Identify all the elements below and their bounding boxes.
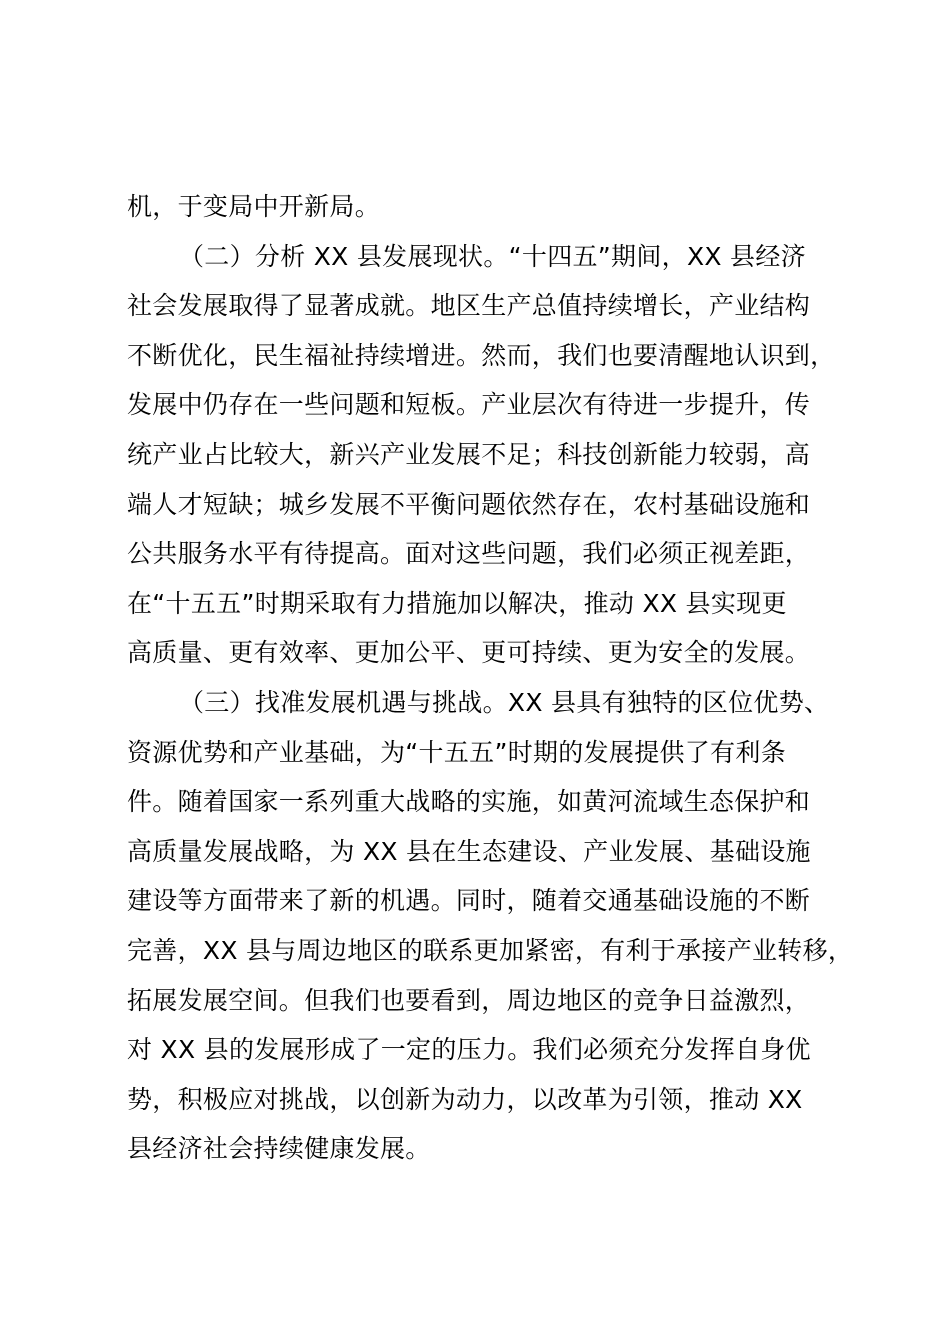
text-line: 高质量发展战略，为 XX 县在生态建设、产业发展、基础设施 (127, 836, 811, 866)
text-line: 拓展发展空间。但我们也要看到，周边地区的竞争日益激烈， (127, 985, 811, 1015)
text-line: 在“十五五”时期采取有力措施加以解决，推动 XX 县实现更 (127, 588, 787, 618)
text-line-paragraph-3-start: （三）找准发展机遇与挑战。XX 县具有独特的区位优势、 (179, 687, 830, 717)
text-line: 势，积极应对挑战，以创新为动力，以改革为引领，推动 XX (127, 1084, 803, 1114)
text-line-paragraph-2-start: （二）分析 XX 县发展现状。“十四五”期间，XX 县经济 (179, 241, 806, 271)
text-line: 高质量、更有效率、更加公平、更可持续、更为安全的发展。 (127, 638, 811, 668)
text-line: 机，于变局中开新局。 (127, 192, 381, 221)
text-line: 资源优势和产业基础，为“十五五”时期的发展提供了有利条 (127, 737, 787, 767)
text-line: 件。随着国家一系列重大战略的实施，如黄河流域生态保护和 (127, 787, 811, 817)
text-line: 不断优化，民生福祉持续增进。然而，我们也要清醒地认识到， (127, 340, 836, 370)
text-line: 公共服务水平有待提高。面对这些问题，我们必须正视差距， (127, 539, 811, 569)
text-line: 完善，XX 县与周边地区的联系更加紧密，有利于承接产业转移， (127, 935, 854, 965)
text-line: 对 XX 县的发展形成了一定的压力。我们必须充分发挥自身优 (127, 1035, 811, 1065)
text-line: 端人才短缺；城乡发展不平衡问题依然存在，农村基础设施和 (127, 489, 811, 519)
text-line: 县经济社会持续健康发展。 (127, 1134, 431, 1164)
text-line: 社会发展取得了显著成就。地区生产总值持续增长，产业结构 (127, 291, 811, 321)
text-line: 建设等方面带来了新的机遇。同时，随着交通基础设施的不断 (127, 886, 811, 916)
text-line: 统产业占比较大，新兴产业发展不足；科技创新能力较弱，高 (127, 439, 811, 469)
text-line: 发展中仍存在一些问题和短板。产业层次有待进一步提升，传 (127, 390, 811, 420)
document-body (127, 182, 854, 1174)
